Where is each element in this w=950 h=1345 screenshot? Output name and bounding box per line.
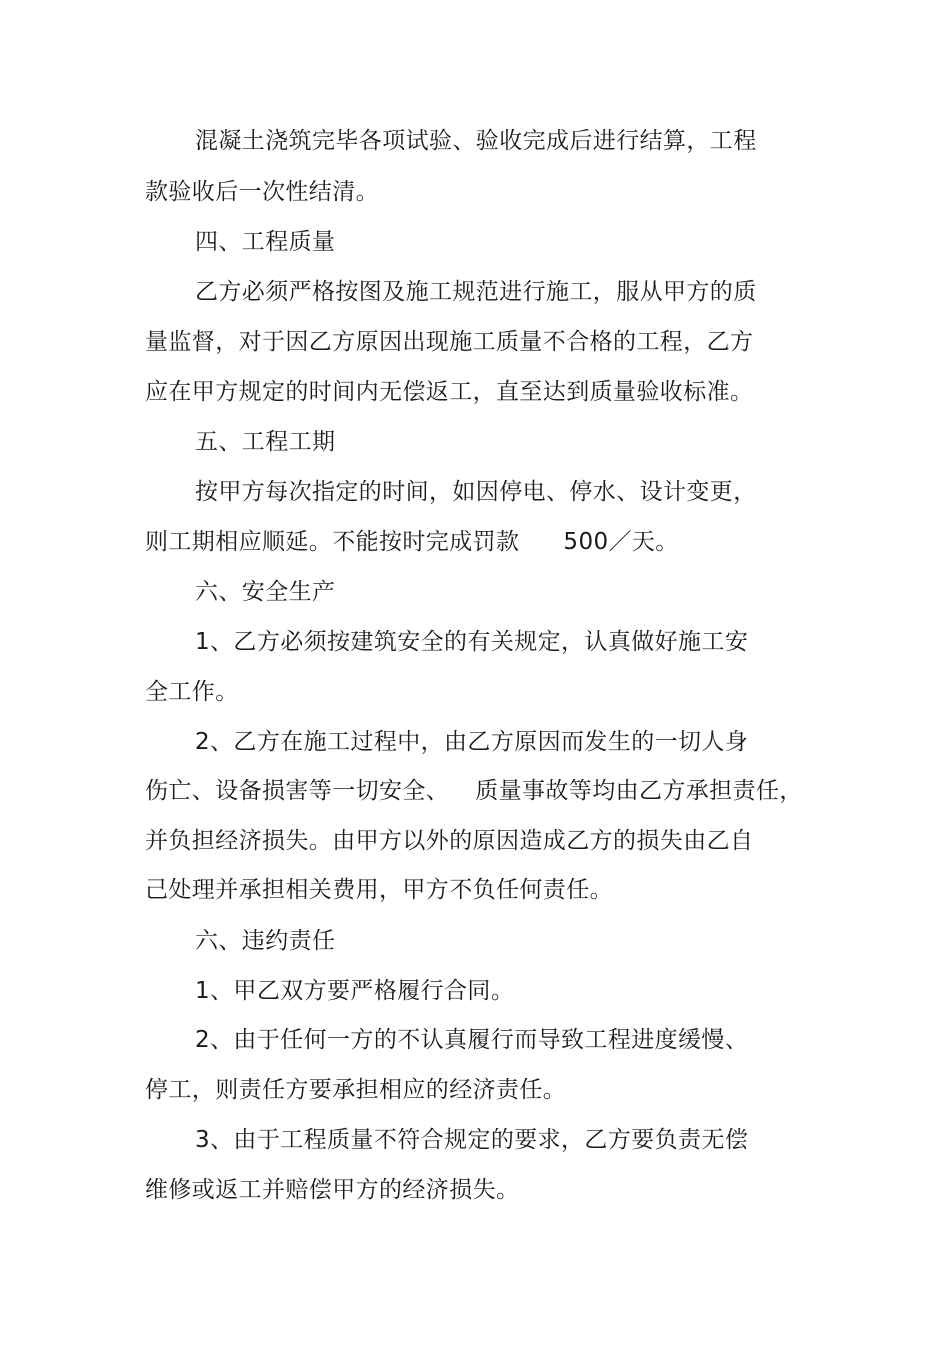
paragraph-settlement-line-2: 款验收后一次性结清。 xyxy=(145,179,379,205)
liability-item-1: 1、甲乙双方要严格履行合同。 xyxy=(195,978,515,1004)
safety-item-1-line-1: 1、乙方必须按建筑安全的有关规定，认真做好施工安 xyxy=(195,629,749,655)
section-heading-quality: 四、工程质量 xyxy=(195,229,336,255)
liability-item-3-line-1: 3、由于工程质量不符合规定的要求，乙方要负责无偿 xyxy=(195,1127,749,1153)
section-heading-liability: 六、违约责任 xyxy=(195,928,336,954)
schedule-penalty-text: 则工期相应顺延。不能按时完成罚款 xyxy=(145,529,520,555)
safety-item-2-line-2a: 伤亡、设备损害等一切安全、 xyxy=(145,778,450,804)
liability-item-3-line-2: 维修或返工并赔偿甲方的经济损失。 xyxy=(145,1177,520,1203)
liability-item-2-line-1: 2、由于任何一方的不认真履行而导致工程进度缓慢、 xyxy=(195,1027,749,1053)
schedule-penalty-amount: 500／天。 xyxy=(563,529,679,555)
safety-item-2-line-4: 己处理并承担相关费用，甲方不负任何责任。 xyxy=(145,877,613,903)
safety-item-1-line-2: 全工作。 xyxy=(145,679,239,705)
paragraph-schedule-line-1: 按甲方每次指定的时间，如因停电、停水、设计变更， xyxy=(195,479,757,505)
liability-item-2-line-2: 停工，则责任方要承担相应的经济责任。 xyxy=(145,1077,567,1103)
paragraph-quality-line-3: 应在甲方规定的时间内无偿返工，直至达到质量验收标准。 xyxy=(145,379,754,405)
paragraph-schedule-line-2 xyxy=(145,527,679,557)
safety-item-2-line-2b: 质量事故等均由乙方承担责任， xyxy=(475,778,803,804)
paragraph-settlement-line-1: 混凝土浇筑完毕各项试验、验收完成后进行结算，工程 xyxy=(195,128,757,154)
paragraph-quality-line-2: 量监督，对于因乙方原因出现施工质量不合格的工程，乙方 xyxy=(145,329,754,355)
paragraph-quality-line-1: 乙方必须严格按图及施工规范进行施工，服从甲方的质 xyxy=(195,279,757,305)
section-heading-schedule: 五、工程工期 xyxy=(195,429,336,455)
safety-item-2-line-2 xyxy=(145,776,803,806)
safety-item-2-line-3: 并负担经济损失。由甲方以外的原因造成乙方的损失由乙自 xyxy=(145,828,754,854)
safety-item-2-line-1: 2、乙方在施工过程中，由乙方原因而发生的一切人身 xyxy=(195,729,749,755)
section-heading-safety: 六、安全生产 xyxy=(195,579,336,605)
